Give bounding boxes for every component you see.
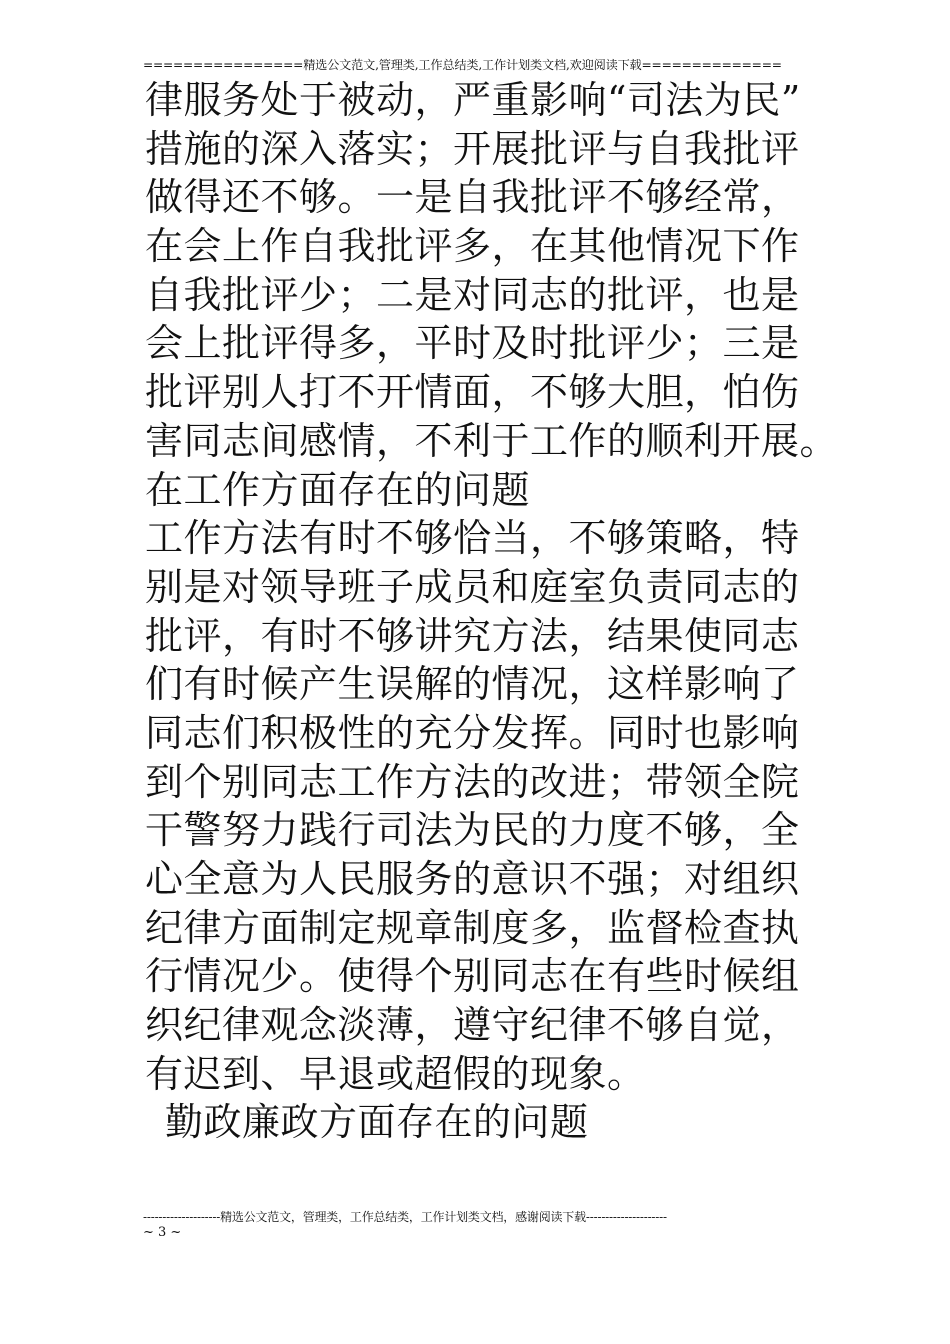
text-line: 们有时候产生误解的情况，这样影响了 (145, 662, 800, 707)
text-line: 别是对领导班子成员和庭室负责同志的 (145, 564, 800, 609)
footer-banner: --------------------精选公文范文，管理类，工作总结类，工作计划类文档，感谢阅读下载--------------------- (143, 1210, 667, 1224)
text-line: 在会上作自我批评多，在其他情况下作 (145, 224, 800, 269)
header-banner: ================精选公文范文,管理类,工作总结类,工作计划类文档,欢迎阅读下载============== (143, 58, 782, 72)
text-line: 批评，有时不够讲究方法，结果使同志 (145, 613, 800, 658)
text-line: 会上批评得多，平时及时批评少；三是 (145, 321, 800, 366)
text-line: 措施的深入落实；开展批评与自我批评 (145, 126, 800, 171)
text-line: 批评别人打不开情面，不够大胆，怕伤 (145, 370, 800, 415)
text-line: 害同志间感情，不利于工作的顺利开展。 (145, 418, 839, 463)
section-heading: 在工作方面存在的问题 (145, 467, 531, 512)
section-heading: 勤政廉政方面存在的问题 (165, 1100, 589, 1145)
document-body (145, 76, 839, 1147)
text-line: 纪律方面制定规章制度多，监督检查执 (145, 905, 800, 950)
text-line: 有迟到、早退或超假的现象。 (145, 1051, 646, 1096)
page-number: ~ 3 ~ (143, 1225, 182, 1240)
text-line: 到个别同志工作方法的改进；带领全院 (145, 759, 800, 804)
text-line: 同志们积极性的充分发挥。同时也影响 (145, 710, 800, 755)
text-line: 工作方法有时不够恰当，不够策略，特 (145, 516, 800, 561)
text-line: 自我批评少；二是对同志的批评，也是 (145, 272, 800, 317)
text-line: 做得还不够。一是自我批评不够经常， (145, 175, 800, 220)
text-line: 干警努力践行司法为民的力度不够，全 (145, 808, 800, 853)
text-line: 心全意为人民服务的意识不强；对组织 (145, 857, 800, 901)
text-line: 律服务处于被动，严重影响“司法为民” (145, 78, 801, 122)
text-line: 行情况少。使得个别同志在有些时候组 (145, 954, 800, 999)
text-line: 织纪律观念淡薄，遵守纪律不够自觉， (145, 1003, 800, 1048)
